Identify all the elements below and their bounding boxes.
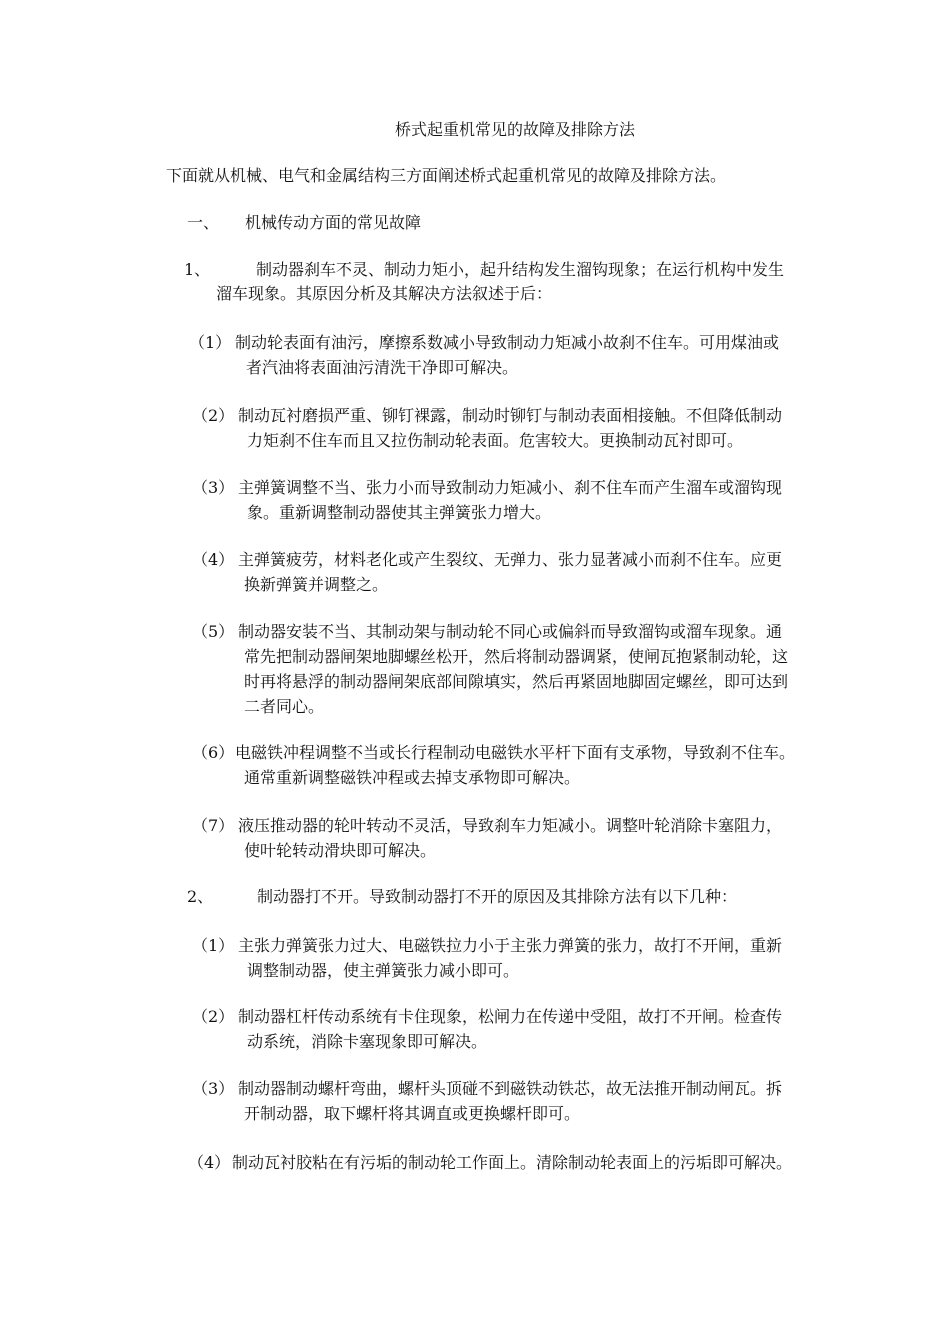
paragraph-number: （7）: [192, 816, 235, 835]
paragraph-number: （5）: [192, 622, 235, 641]
item-line: 制动器刹车不灵、制动力矩小，起升结构发生溜钩现象；在运行机构中发生: [256, 260, 785, 279]
intro-paragraph: 下面就从机械、电气和金属结构三方面阐述桥式起重机常见的故障及排除方法。: [166, 166, 727, 185]
paragraph-1-5: [192, 619, 788, 719]
paragraph-line: 动系统，消除卡塞现象即可解决。: [247, 1032, 488, 1051]
paragraph-1-3: [192, 475, 782, 525]
paragraph-number: （3）: [192, 1079, 235, 1098]
paragraph-number: （4）: [192, 550, 235, 569]
paragraph-2-2: [192, 1004, 782, 1054]
paragraph-line: 主弹簧调整不当、张力小而导致制动力矩减小、刹不住车而产生溜车或溜钩现: [238, 478, 783, 497]
paragraph-line: 制动瓦衬磨损严重、铆钉裸露，制动时铆钉与制动表面相接触。不但降低制动: [238, 406, 783, 425]
paragraph-2-1: [192, 933, 782, 983]
paragraph-1-6: [192, 740, 795, 790]
paragraph-line: 象。重新调整制动器使其主弹簧张力增大。: [247, 503, 552, 522]
paragraph-number: （2）: [192, 406, 235, 425]
paragraph-1-7: [192, 813, 782, 863]
paragraph-line: 时再将悬浮的制动器闸架底部间隙填实，然后再紧固地脚固定螺丝，即可达到: [244, 672, 789, 691]
paragraph-line: 制动器杠杆传动系统有卡住现象，松闸力在传递中受阻，故打不开闸。检查传: [238, 1007, 783, 1026]
paragraph-line: 制动器制动螺杆弯曲，螺杆头顶碰不到磁铁动铁芯，故无法推开制动闸瓦。拆: [238, 1079, 783, 1098]
paragraph-line: 制动轮表面有油污，摩擦系数减小导致制动力矩减小故刹不住车。可用煤油或: [235, 333, 780, 352]
item-2: [187, 885, 737, 909]
paragraph-1-4: [192, 547, 782, 597]
paragraph-number: （1）: [192, 936, 235, 955]
section-heading-1: [187, 211, 421, 235]
paragraph-number: （3）: [192, 478, 235, 497]
paragraph-line: 液压推动器的轮叶转动不灵活，导致刹车力矩减小。调整叶轮消除卡塞阻力，: [238, 816, 783, 835]
paragraph-1-2: [192, 403, 782, 453]
paragraph-line: 力矩刹不住车而且又拉伤制动轮表面。危害较大。更换制动瓦衬即可。: [247, 431, 744, 450]
paragraph-line: 常先把制动器闸架地脚螺丝松开，然后将制动器调紧，使闸瓦抱紧制动轮，这: [244, 647, 789, 666]
item-number: 1、: [184, 260, 211, 279]
paragraph-number: （2）: [192, 1007, 235, 1026]
item-number: 2、: [187, 887, 214, 906]
paragraph-line: 者汽油将表面油污清洗干净即可解决。: [246, 358, 519, 377]
item-line: 制动器打不开。导致制动器打不开的原因及其排除方法有以下几种：: [257, 887, 738, 906]
paragraph-line: 使叶轮转动滑块即可解决。: [244, 841, 437, 860]
document-title: 桥式起重机常见的故障及排除方法: [394, 120, 635, 139]
paragraph-number: （6）: [192, 743, 235, 762]
paragraph-line: 制动瓦衬胶粘在有污垢的制动轮工作面上。清除制动轮表面上的污垢即可解决。: [232, 1153, 793, 1172]
paragraph-line: 二者同心。: [244, 697, 325, 716]
paragraph-line: 电磁铁冲程调整不当或长行程制动电磁铁水平杆下面有支承物，导致刹不住车。: [235, 743, 796, 762]
paragraph-line: 开制动器，取下螺杆将其调直或更换螺杆即可。: [244, 1104, 581, 1123]
paragraph-1-1: [189, 330, 779, 380]
paragraph-line: 换新弹簧并调整之。: [244, 575, 389, 594]
paragraph-line: 制动器安装不当、其制动架与制动轮不同心或偏斜而导致溜钩或溜车现象。通: [238, 622, 783, 641]
paragraph-line: 调整制动器，使主弹簧张力减小即可。: [247, 961, 520, 980]
paragraph-line: 通常重新调整磁铁冲程或去掉支承物即可解决。: [244, 768, 581, 787]
paragraph-2-4: [188, 1150, 792, 1175]
section-text: 机械传动方面的常见故障: [245, 213, 422, 232]
paragraph-line: 主弹簧疲劳，材料老化或产生裂纹、无弹力、张力显著减小而刹不住车。应更: [238, 550, 783, 569]
paragraph-number: （4）: [188, 1153, 231, 1172]
paragraph-number: （1）: [189, 333, 232, 352]
item-line: 溜车现象。其原因分析及其解决方法叙述于后：: [216, 284, 553, 303]
section-number: 一、: [187, 213, 220, 232]
item-1: [184, 258, 784, 306]
paragraph-line: 主张力弹簧张力过大、电磁铁拉力小于主张力弹簧的张力，故打不开闸，重新: [238, 936, 783, 955]
paragraph-2-3: [192, 1076, 782, 1126]
